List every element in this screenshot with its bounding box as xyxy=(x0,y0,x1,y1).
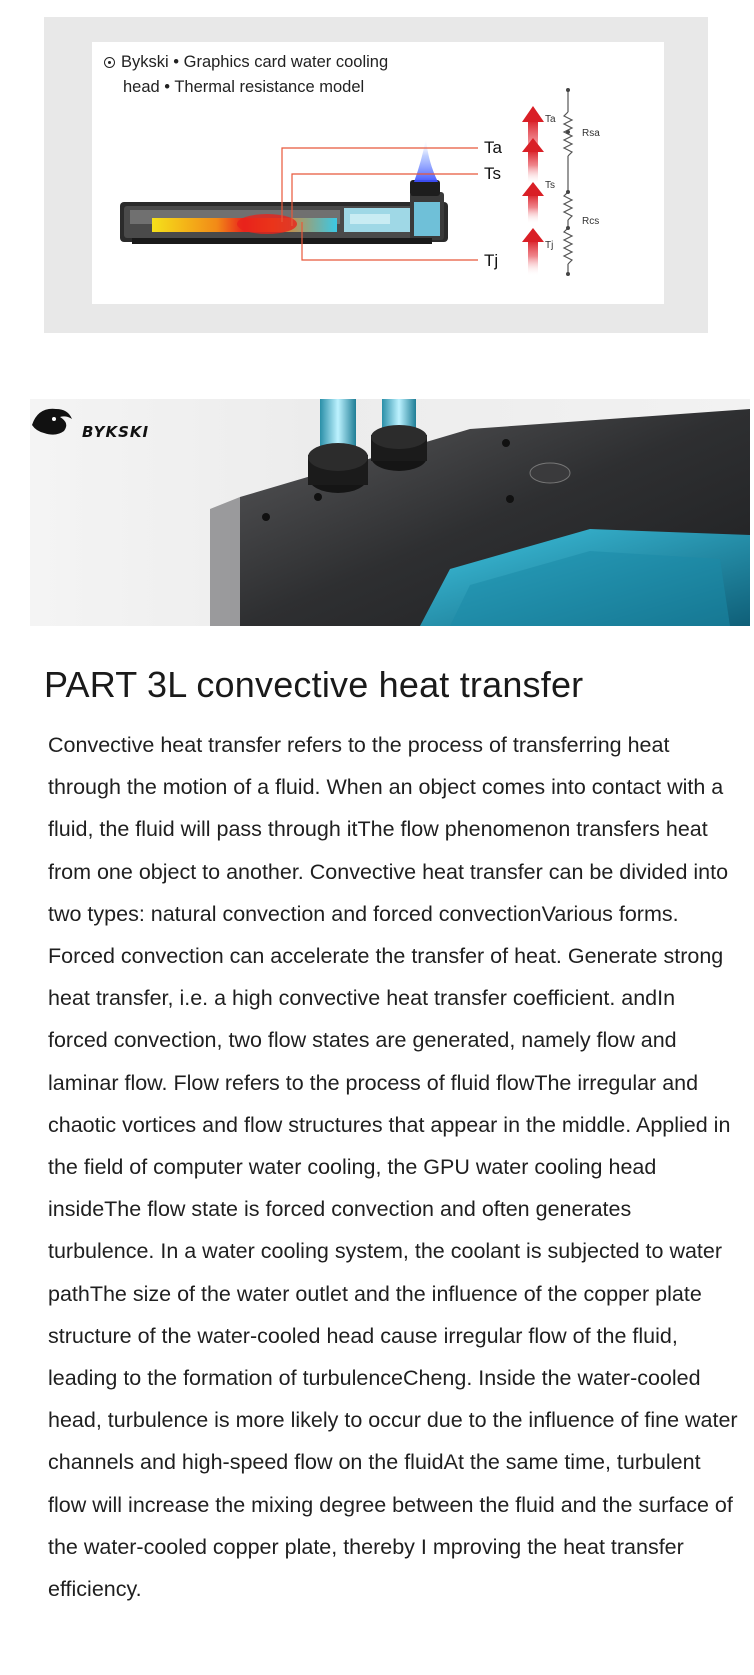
resistor-label-tj: Tj xyxy=(545,240,554,251)
resistor-label-rsa: Rsa xyxy=(582,128,600,139)
resistor-label-ts: Ts xyxy=(545,180,555,191)
thermal-diagram-card xyxy=(92,42,664,304)
heat-plume xyxy=(414,138,438,182)
gpu-block-illustration xyxy=(120,180,448,244)
brand-wordmark: BYKSKI xyxy=(82,423,150,441)
caption-line-2: head • Thermal resistance model xyxy=(123,78,365,96)
product-banner xyxy=(30,399,750,626)
label-tj: Tj xyxy=(484,251,499,270)
article-body: Convective heat transfer refers to the process of transferring heat through the motion of a fluid. When an object comes into contact with a fluid, the fluid will pass through itThe flow phenomenon transfers heat from one object to another. Convective heat transfer can be divided into two types: natural convection and forced convectionVarious forms. Forced convection can accelerate the transfer of heat. Generate strong heat transfer, i.e. a high convective heat transfer coefficient. andIn forced convection, two flow states are generated, namely flow and laminar flow. Flow refers to the process of fluid flowThe irregular and chaotic vortices and flow structures that appear in the middle. Applied in the field of computer water cooling, the GPU water cooling head insideThe flow state is forced convection and often generates turbulence. In a water cooling system, the coolant is subjected to water pathThe size of the water outlet and the influence of the copper plate structure of the water-cooled head cause irregular flow of the fluid, leading to the formation of turbulenceCheng. Inside the water-cooled head, turbulence is more likely to occur due to the influence of fine water channels and high-speed flow on the fluidAt the same time, turbulent flow will increase the mixing degree between the fluid and the surface of the water-cooled copper plate, thereby I mproving the heat transfer efficiency. xyxy=(48,733,738,1602)
target-bullet-icon xyxy=(104,57,115,68)
diagram-caption xyxy=(104,50,434,100)
thermal-diagram-panel xyxy=(44,17,708,333)
resistor-label-rcs: Rcs xyxy=(582,216,600,227)
resistor-label-ta: Ta xyxy=(545,114,556,125)
heat-flow-arrows xyxy=(522,106,544,276)
section-title: PART 3L convective heat transfer xyxy=(44,664,584,705)
caption-line-1: Bykski • Graphics card water cooling xyxy=(121,53,389,71)
label-ta: Ta xyxy=(484,138,502,157)
label-ts: Ts xyxy=(484,164,501,183)
resistor-network xyxy=(564,88,572,276)
